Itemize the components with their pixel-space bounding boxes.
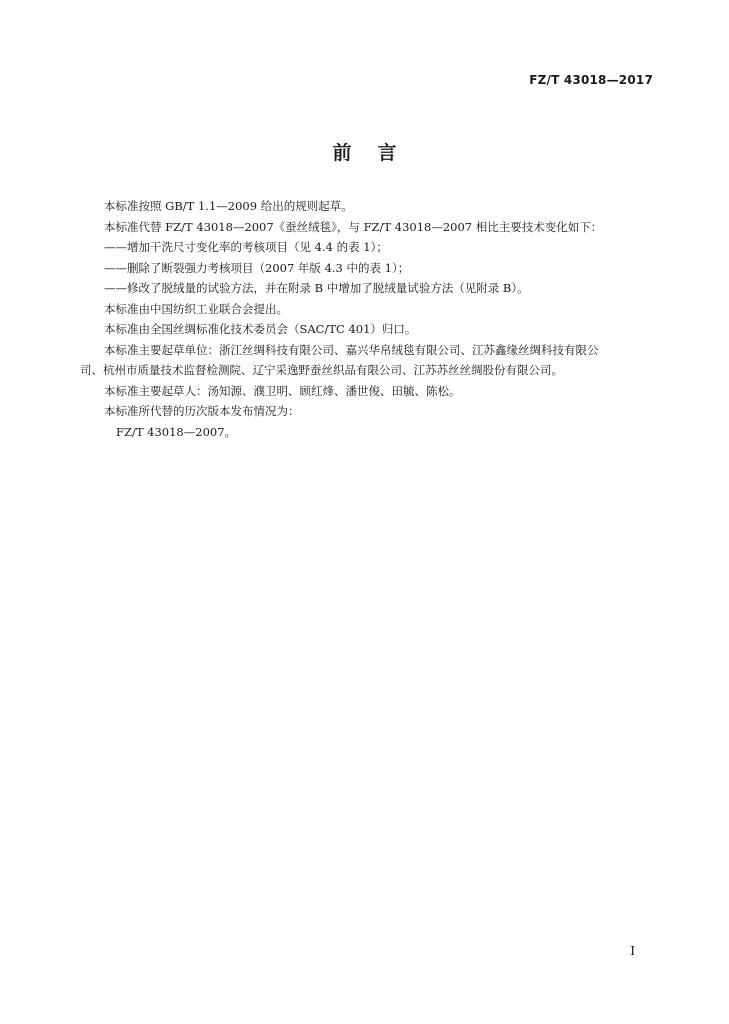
change-item-1: ——增加干洗尺寸变化率的考核项目（见 4.4 的表 1）； bbox=[104, 240, 388, 254]
paragraph-drafting-rules: 本标准按照 GB/T 1.1—2009 给出的规则起草。 bbox=[104, 199, 353, 213]
standard-number: FZ/T 43018—2017 bbox=[529, 73, 653, 87]
paragraph-history-intro: 本标准所代替的历次版本发布情况为： bbox=[104, 404, 300, 418]
paragraph-drafters: 本标准主要起草人：汤知源、濮卫明、顾红烽、潘世俊、田毓、陈松。 bbox=[104, 383, 461, 398]
change-item-3: ——修改了脱绒量的试验方法，并在附录 B 中增加了脱绒量试验方法（见附录 B）。 bbox=[104, 281, 529, 295]
paragraph-proposed-by: 本标准由中国纺织工业联合会提出。 bbox=[104, 301, 288, 316]
drafting-units-line-2: 司、杭州市质量技术监督检测院、辽宁采逸野蚕丝织品有限公司、江苏苏丝丝绸股份有限公司。 bbox=[80, 363, 563, 377]
page-number: I bbox=[630, 944, 635, 958]
drafting-units-line-1: 本标准主要起草单位：浙江丝绸科技有限公司、嘉兴华帛绒毯有限公司、江苏鑫缘丝绸科技有限公 bbox=[104, 342, 599, 357]
change-item-2: ——删除了断裂强力考核项目（2007 年版 4.3 中的表 1）； bbox=[104, 260, 410, 275]
page-title: 前言 bbox=[332, 142, 423, 164]
foreword-body bbox=[80, 196, 664, 442]
history-item: FZ/T 43018—2007。 bbox=[116, 424, 237, 439]
paragraph-replaces: 本标准代替 FZ/T 43018—2007《蚕丝绒毯》，与 FZ/T 43018—2007 相比主要技术变化如下： bbox=[104, 219, 603, 234]
drafting-units bbox=[80, 340, 664, 381]
paragraph-centralized-by: 本标准由全国丝绸标准化技术委员会（SAC/TC 401）归口。 bbox=[104, 322, 417, 336]
